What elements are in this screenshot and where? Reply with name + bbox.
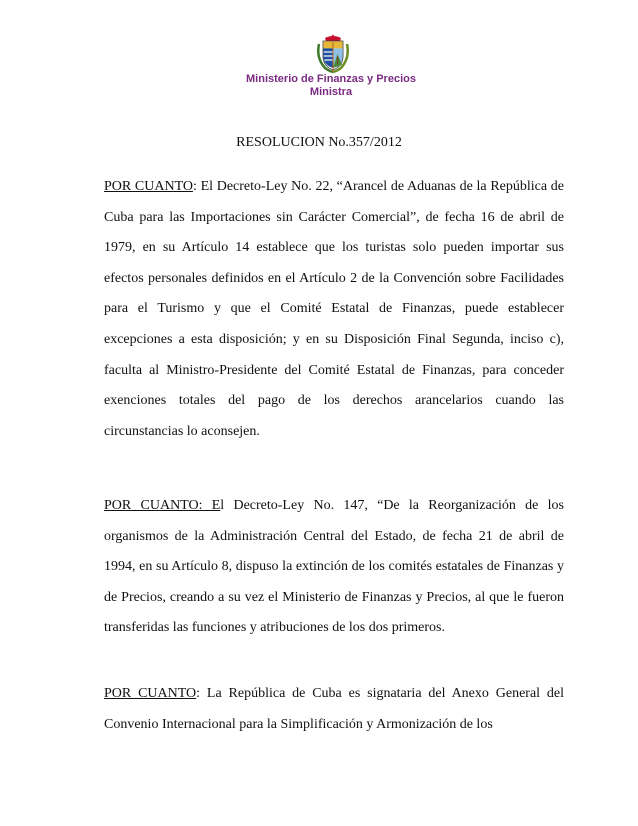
- paragraph-text: l Decreto-Ley No. 147, “De la Reorganización de los organismos de la Administración Central del Estado, de fecha 21 de abril de 1994, en su Artículo 8, dispuso la extinción de los comités estatales de Finanzas y de Precios, creando a su vez el Ministerio de Finanzas y Precios, al que le fueron transferidas las funciones y atribuciones de los dos primeros.: [104, 498, 564, 636]
- paragraph-2: [104, 491, 564, 644]
- paragraph-1: [104, 172, 564, 447]
- ministry-office: Ministra: [309, 86, 353, 98]
- paragraph-3: [104, 679, 564, 740]
- por-cuanto-label: POR CUANTO: E: [104, 498, 221, 513]
- ministry-name: Ministerio de Finanzas y Precios: [246, 73, 416, 85]
- paragraph-text: : La República de Cuba es signataria del Anexo General del Convenio Internacional para la Simplificación y Armonización de los: [104, 686, 565, 732]
- paragraph-text: : El Decreto-Ley No. 22, “Arancel de Aduanas de la República de Cuba para las Importaciones sin Carácter Comercial”, de fecha 16 de abril de 1979, en su Artículo 14 establece que los turistas solo pueden importar sus efectos personales definidos en el Artículo 2 de la Convención sobre Facilidades para el Turismo y que el Comité Estatal de Finanzas, puede establecer excepciones a esta disposición; y en su Disposición Final Segunda, inciso c), faculta al Ministro-Presidente del Comité Estatal de Finanzas, para conceder exenciones totales del pago de los derechos arancelarios cuando las circunstancias lo aconsejen.: [104, 179, 565, 439]
- resolution-title: RESOLUCION No.357/2012: [236, 135, 402, 150]
- por-cuanto-label: POR CUANTO: [104, 179, 194, 194]
- por-cuanto-label: POR CUANTO: [104, 686, 197, 701]
- cuba-coat-of-arms-icon: [313, 30, 353, 74]
